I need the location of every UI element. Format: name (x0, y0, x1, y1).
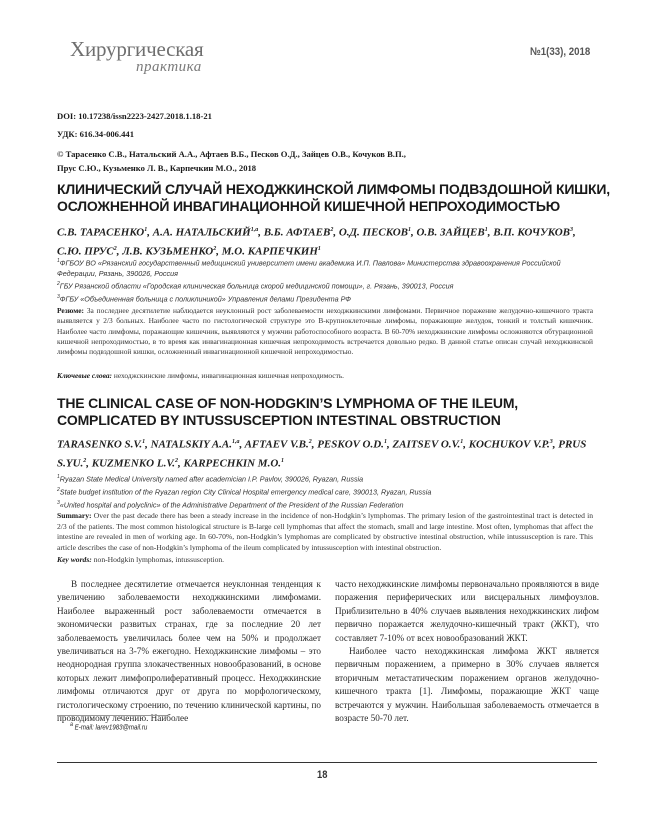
journal-logo-subtitle: практика (136, 59, 202, 75)
title-line: COMPLICATED BY INTUSSUSCEPTION INTESTINAL OBSTRUCTION (57, 412, 501, 428)
body-column-left (57, 578, 321, 725)
affiliations-ru (57, 256, 597, 305)
affiliation (57, 498, 597, 511)
author-affiliation-marker: 2 (330, 227, 334, 233)
affiliation-marker: 2 (57, 281, 60, 288)
author-affiliation-marker: 2 (175, 457, 179, 464)
affiliation (57, 256, 597, 279)
affiliation (57, 472, 597, 485)
affiliation-marker: 3 (57, 499, 60, 506)
authors-en: TARASENKO S.V.$^1$, NATALSKIY A.A.$^{1,a}$, AFTAEV V.B.$^2$, PESKOV O.D.$^1$, ZAITSEV O.V.$^1$, KOCHUKOV V.P.$^3$, PRUS S.YU.$^2$, KUZMENKO L.V.$^2$, KARPECHKIN M.O.$^1$ (57, 438, 587, 470)
author-affiliation-marker: 1 (460, 439, 464, 445)
author-name: О.В. ЗАЙЦЕВ (416, 226, 485, 239)
footnote-email[interactable]: E-mail: larev1983@mail.ru (74, 724, 148, 732)
body-column-right (335, 578, 599, 725)
author-affiliation-marker: 1 (144, 227, 148, 233)
title-line: THE CLINICAL CASE OF NON-HODGKIN’S LYMPHOMA OF THE ILEUM, (57, 395, 518, 411)
issue-number: №1(33), 2018 (530, 46, 591, 58)
abstract-label: Summary: (57, 511, 92, 520)
author-name: KUZMENKO L.V. (91, 457, 176, 470)
authors-ru: С.В. ТАРАСЕНКО$^1$, А.А. НАТАЛЬСКИЙ$^{1,a}$, В.Б. АФТАЕВ$^2$, О.Д. ПЕСКОВ$^1$, О.В. ЗАЙЦЕВ$^1$, В.П. КОЧУКОВ$^3$, С.Ю. ПРУС$^2$, Л.В. КУЗЬМЕНКО$^2$, М.О. КАРПЕЧКИН$^1$ (57, 226, 576, 258)
author-name: AFTAEV V.B. (244, 438, 309, 451)
author-name: С.Ю. ПРУС (57, 245, 114, 258)
author-affiliation-marker: 1,a (250, 227, 259, 233)
author-name: М.О. КАРПЕЧКИН (221, 245, 318, 258)
author-affiliation-marker: 3 (549, 439, 553, 445)
udk: УДК: 616.34-006.441 (57, 129, 135, 139)
affiliation (57, 485, 597, 498)
author-name: KOCHUKOV V.P. (468, 438, 550, 451)
article-title-en (57, 395, 518, 429)
keywords-ru (57, 371, 344, 380)
author-affiliation-marker: 3 (569, 227, 573, 233)
author-name: О.Д. ПЕСКОВ (338, 226, 408, 239)
author-affiliation-marker: 1 (484, 227, 488, 233)
author-affiliation-marker: 2 (213, 245, 217, 252)
keywords-en (57, 555, 224, 564)
keywords-label: Key words: (57, 555, 92, 564)
footnote-divider (57, 715, 167, 716)
author-affiliation-marker: 1 (142, 439, 146, 445)
affiliation-text: ФГБОУ ВО «Рязанский государственный медицинский университет имени академика И.П. Павлова» Министерства здравоохранения Российской Федерации, Рязань, 390026, Россия (57, 258, 561, 278)
abstract-text: За последнее десятилетие наблюдается неуклонный рост заболеваемости неходжкинскими лимфомами. Первичное поражение желудочно-кишечного тракта выявляется у 2/3 больных. Наиболее часто по гистологической структуре это В-крупноклеточные лимфомы, поражающие желудок, тонкий и толстый кишечник. Наиболее часто лимфомы, поражающие кишечник, выявляются у мужчин работоспособного возраста. В 60-70% неходжкинские лимфомы осложняются обтурационной кишечной непроходимостью, в то время как инвагинационная кишечная непроходимость встречается довольно редко. В данной статье описан случай неходжкинской лимфомы подвздошной кишки, осложненный инвагинационной кишечной непроходимостью. (57, 306, 593, 357)
abstract-label: Резюме: (57, 306, 84, 315)
affiliation-text: Ryazan State Medical University named after academician I.P. Pavlov, 390026, Ryazan, Russia (59, 474, 364, 484)
affiliation-text: «United hospital and polyclinic» of the Administrative Department of the President of the Russian Federation (59, 500, 404, 510)
affiliation (57, 292, 597, 305)
copyright (57, 147, 537, 175)
affiliation-text: State budget institution of the Ryazan region City Clinical Hospital emergency medical care, 390013, Ryazan, Russia (59, 487, 432, 497)
abstract-en (57, 511, 593, 553)
affiliation-text: ФГБУ «Объединенная больница с поликлиникой» Управления делами Президента РФ (59, 294, 352, 304)
author-affiliation-marker: 2 (83, 457, 87, 464)
footnote-marker: a (70, 722, 73, 728)
page-number: 18 (317, 769, 328, 781)
affiliation-marker: 2 (57, 486, 60, 493)
copyright-line: Прус С.Ю., Кузьменко Л. В., Карпечкин М.О., 2018 (57, 163, 257, 173)
author-name: PRUS S.YU. (57, 438, 587, 470)
author-name: С.В. ТАРАСЕНКО (57, 226, 145, 239)
author-name: ZAITSEV O.V. (392, 438, 461, 451)
footnote (70, 722, 147, 731)
author-affiliation-marker: 1 (407, 227, 411, 233)
author-name: TARASENKO S.V. (57, 438, 143, 451)
author-name: Л.В. КУЗЬМЕНКО (122, 245, 214, 258)
affiliation-text: ГБУ Рязанской области «Городская клиническая больница скорой медицинской помощи», г. Рязань, 390013, Россия (59, 281, 454, 291)
article-title-ru (57, 181, 610, 215)
journal-logo-title: Хирургическая (70, 37, 204, 61)
author-name: KARPECHKIN M.O. (183, 457, 282, 470)
author-affiliation-marker: 2 (113, 245, 117, 252)
body-paragraph: Наиболее часто неходжкинская лимфома ЖКТ является первичным поражением, а примерно в 30% случаев является вторичным метастатическим поражением органов желудочно-кишечного тракта [1]. Лимфомы, поражающие ЖКТ чаще встречаются у мужчин. Наибольшая заболеваемость отмечается в возрасте 50-70 лет. (335, 646, 599, 724)
doi: DOI: 10.17238/issn2223-2427.2018.1.18-21 (57, 111, 212, 121)
author-name: NATALSKIY A.A. (150, 438, 232, 451)
author-name: В.П. КОЧУКОВ (493, 226, 570, 239)
body-paragraph: часто неходжкинские лимфомы первоначально проявляются в виде поражения периферических или висцеральных лимфоузлов. Приблизительно в 40% случаев выявления неходжкинских лифом первично поражается желудочно-кишечный тракт (ЖКТ), что составляет 7-10% от всех новообразований ЖКТ. (335, 579, 599, 643)
body-paragraph: В последнее десятилетие отмечается неуклонная тенденция к увеличению заболеваемости неходжкинскими лимфомами. Наиболее выраженный рост заболеваемости отмечается в экономически развитых странах, где за последние 20 лет заболеваемость увеличилась более чем на 50% и продолжает увеличиваться на 3-7% ежегодно. Неходжкинские лимфомы – это неоднородная группа злокачественных новообразований, в основе которых лежит лимфопролиферативный процесс. Неходжкинские лимфомы отличаются друг от друга по морфологическому, гистологическому строению, по течению клинической картины, по проводимому лечению. Наиболее (57, 579, 321, 724)
author-name: PESKOV O.D. (317, 438, 384, 451)
author-affiliation-marker: 1 (383, 439, 387, 445)
keywords-text: non-Hodgkin lymphomas, intussusception. (93, 555, 225, 564)
author-name: А.А. НАТАЛЬСКИЙ (152, 226, 251, 239)
abstract-ru (57, 306, 593, 357)
affiliation-marker: 1 (57, 258, 60, 264)
page-footer-rule (57, 762, 597, 763)
abstract-text: Over the past decade there has been a steady increase in the incidence of non-Hodgkin’s lymphomas. The primary lesion of the gastrointestinal tract is detected in 2/3 of the patients. The most common histological structure is B-large cell lymphomas that affect the stomach, small and large intestine. Most often, lymphomas that affect the intestine are revealed in men of working age. In 60-70%, non-Hodgkin’s lymphomas are complicated by obstructive intestinal obstruction, while intussusception is rare. This article describes the case of non-Hodgkin’s lymphoma of the ileum complicated by intussusception with intestinal obstruction. (57, 511, 593, 552)
title-line: ОСЛОЖНЕННОЙ ИНВАГИНАЦИОННОЙ КИШЕЧНОЙ НЕПРОХОДИМОСТЬЮ (57, 198, 561, 214)
affiliations-en (57, 472, 597, 511)
author-name: В.Б. АФТАЕВ (263, 226, 331, 239)
author-affiliation-marker: 1 (317, 245, 321, 252)
title-line: КЛИНИЧЕСКИЙ СЛУЧАЙ НЕХОДЖКИНСКОЙ ЛИМФОМЫ ПОДВЗДОШНОЙ КИШКИ, (57, 181, 610, 197)
affiliation (57, 279, 597, 292)
copyright-line: © Тарасенко С.В., Натальский А.А., Афтаев В.Б., Песков О.Д., Зайцев О.В., Кочуков В.П., (57, 149, 406, 159)
keywords-text: неходжскинские лимфомы, инвагинационная кишечная непроходимость. (113, 371, 345, 380)
keywords-label: Ключевые слова: (57, 371, 112, 380)
author-affiliation-marker: 1,a (232, 439, 240, 445)
affiliation-marker: 3 (57, 294, 60, 301)
author-affiliation-marker: 2 (308, 439, 312, 445)
author-affiliation-marker: 1 (281, 457, 285, 464)
affiliation-marker: 1 (57, 474, 60, 480)
